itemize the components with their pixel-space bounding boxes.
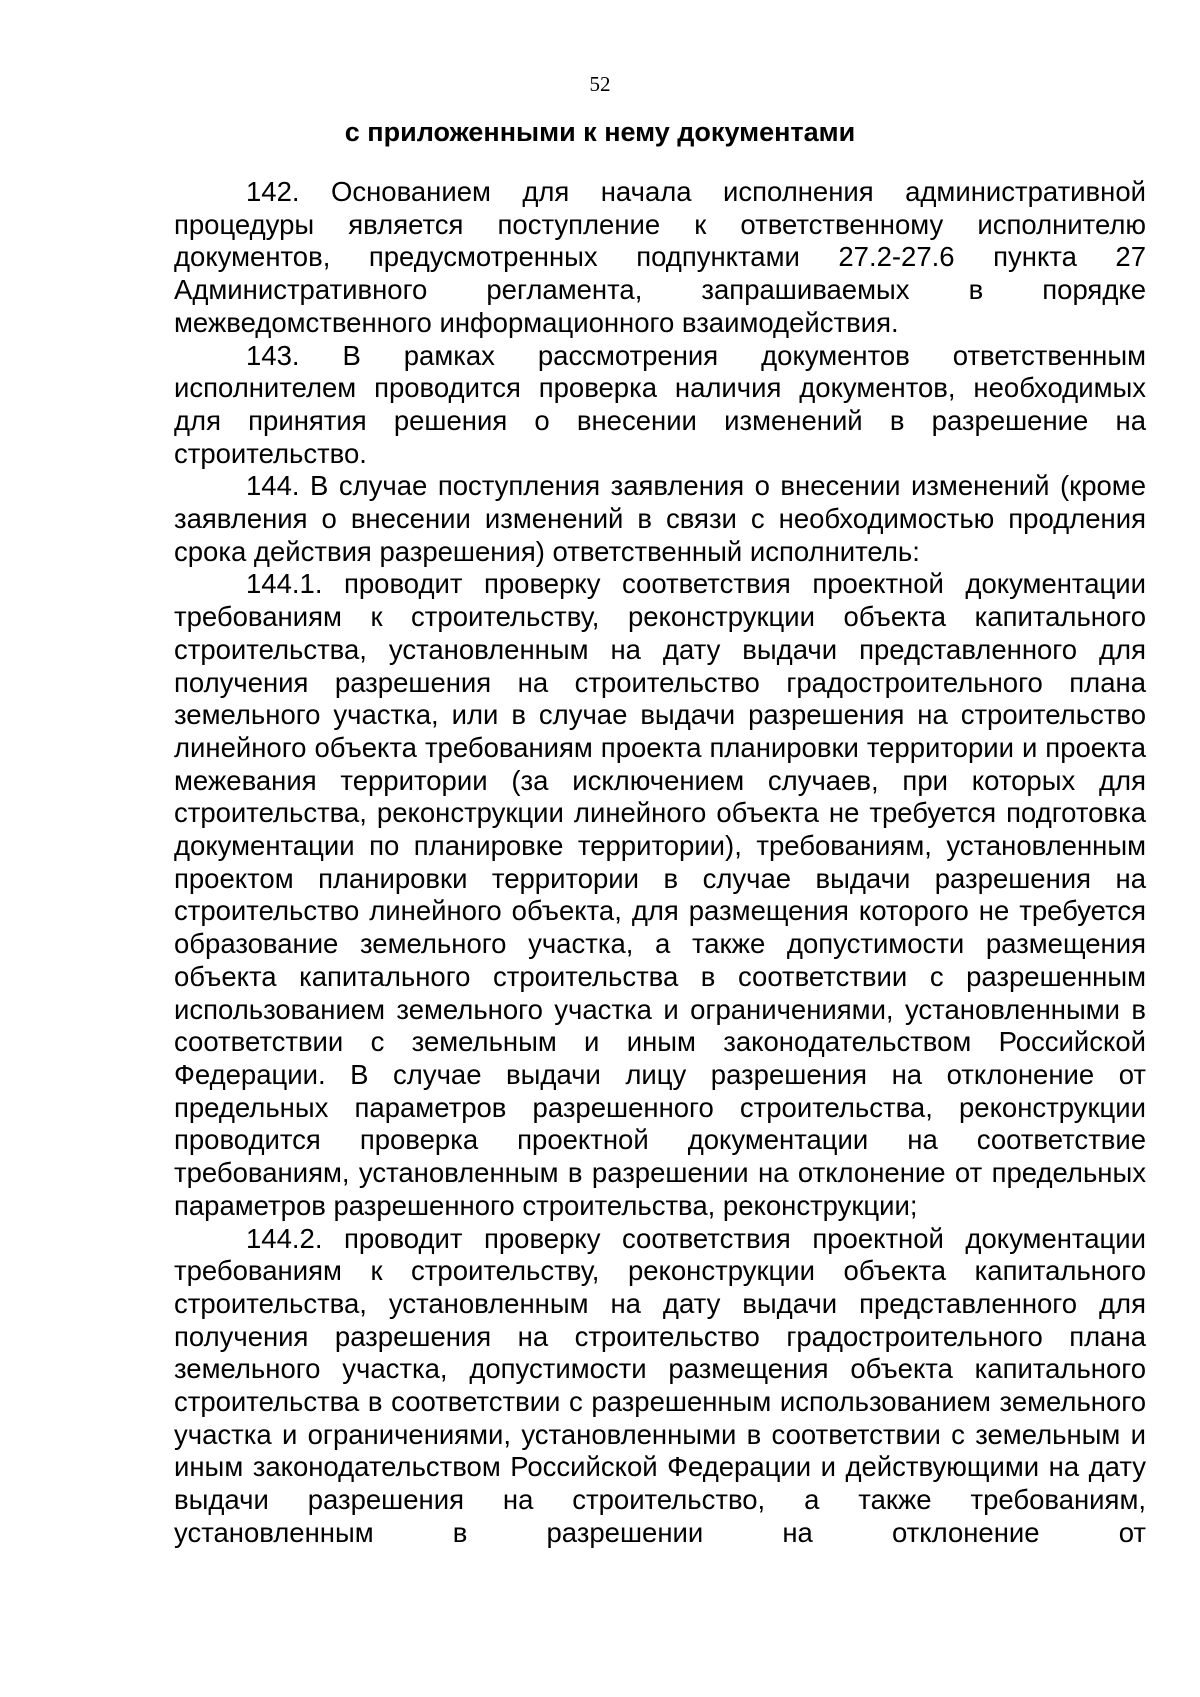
paragraph-144-1: 144.1. проводит проверку соответствия проектной документации требованиям к строительству, реконструкции объекта капитального строительства, установленным на дату выдачи представленного для получения разрешения на строительство градостроительного плана земельного участка, или в случае выдачи разрешения на строительство линейного объекта требованиям проекта планировки территории и проекта межевания территории (за исключением случаев, при которых для строительства, реконструкции линейного объекта не требуется подготовка документации по планировке территории), требованиям, установленным проектом планировки территории в случае выдачи разрешения на строительство линейного объекта, для размещения которого не требуется образование земельного участка, а также допустимости размещения объекта капитального строительства в соответствии с разрешенным использованием земельного участка и ограничениями, установленными в соответствии с земельным и иным законодательством Российской Федерации. В случае выдачи лицу разрешения на отклонение от предельных параметров разрешенного строительства, реконструкции проводится проверка проектной документации на соответствие требованиям, установленным в разрешении на отклонение от предельных параметров разрешенного строительства, реконструкции; bbox=[174, 568, 1146, 1221]
document-body bbox=[174, 176, 1146, 1550]
paragraph-144: 144. В случае поступления заявления о внесении изменений (кроме заявления о внесении изменений в связи с необходимостью продления срока действия разрешения) ответственный исполнитель: bbox=[174, 470, 1146, 567]
paragraph-143: 143. В рамках рассмотрения документов ответственным исполнителем проводится проверка наличия документов, необходимых для принятия решения о внесении изменений в разрешение на строительство. bbox=[174, 339, 1146, 469]
page-number: 52 bbox=[589, 72, 611, 96]
paragraph-142: 142. Основанием для начала исполнения административной процедуры является поступление к ответственному исполнителю документов, предусмотренных подпунктами 27.2-27.6 пункта 27 Административного регламента, запрашиваемых в порядке межведомственного информационного взаимодействия. bbox=[174, 176, 1146, 338]
section-heading: с приложенными к нему документами bbox=[344, 117, 856, 147]
paragraph-144-2: 144.2. проводит проверку соответствия проектной документации требованиям к строительству, реконструкции объекта капитального строительства, установленным на дату выдачи представленного для получения разрешения на строительство градостроительного плана земельного участка, допустимости размещения объекта капитального строительства в соответствии с разрешенным использованием земельного участка и ограничениями, установленными в соответствии с земельным и иным законодательством Российской Федерации и действующими на дату выдачи разрешения на строительство, а также требованиям, установленным в разрешении на отклонение от bbox=[174, 1222, 1146, 1548]
